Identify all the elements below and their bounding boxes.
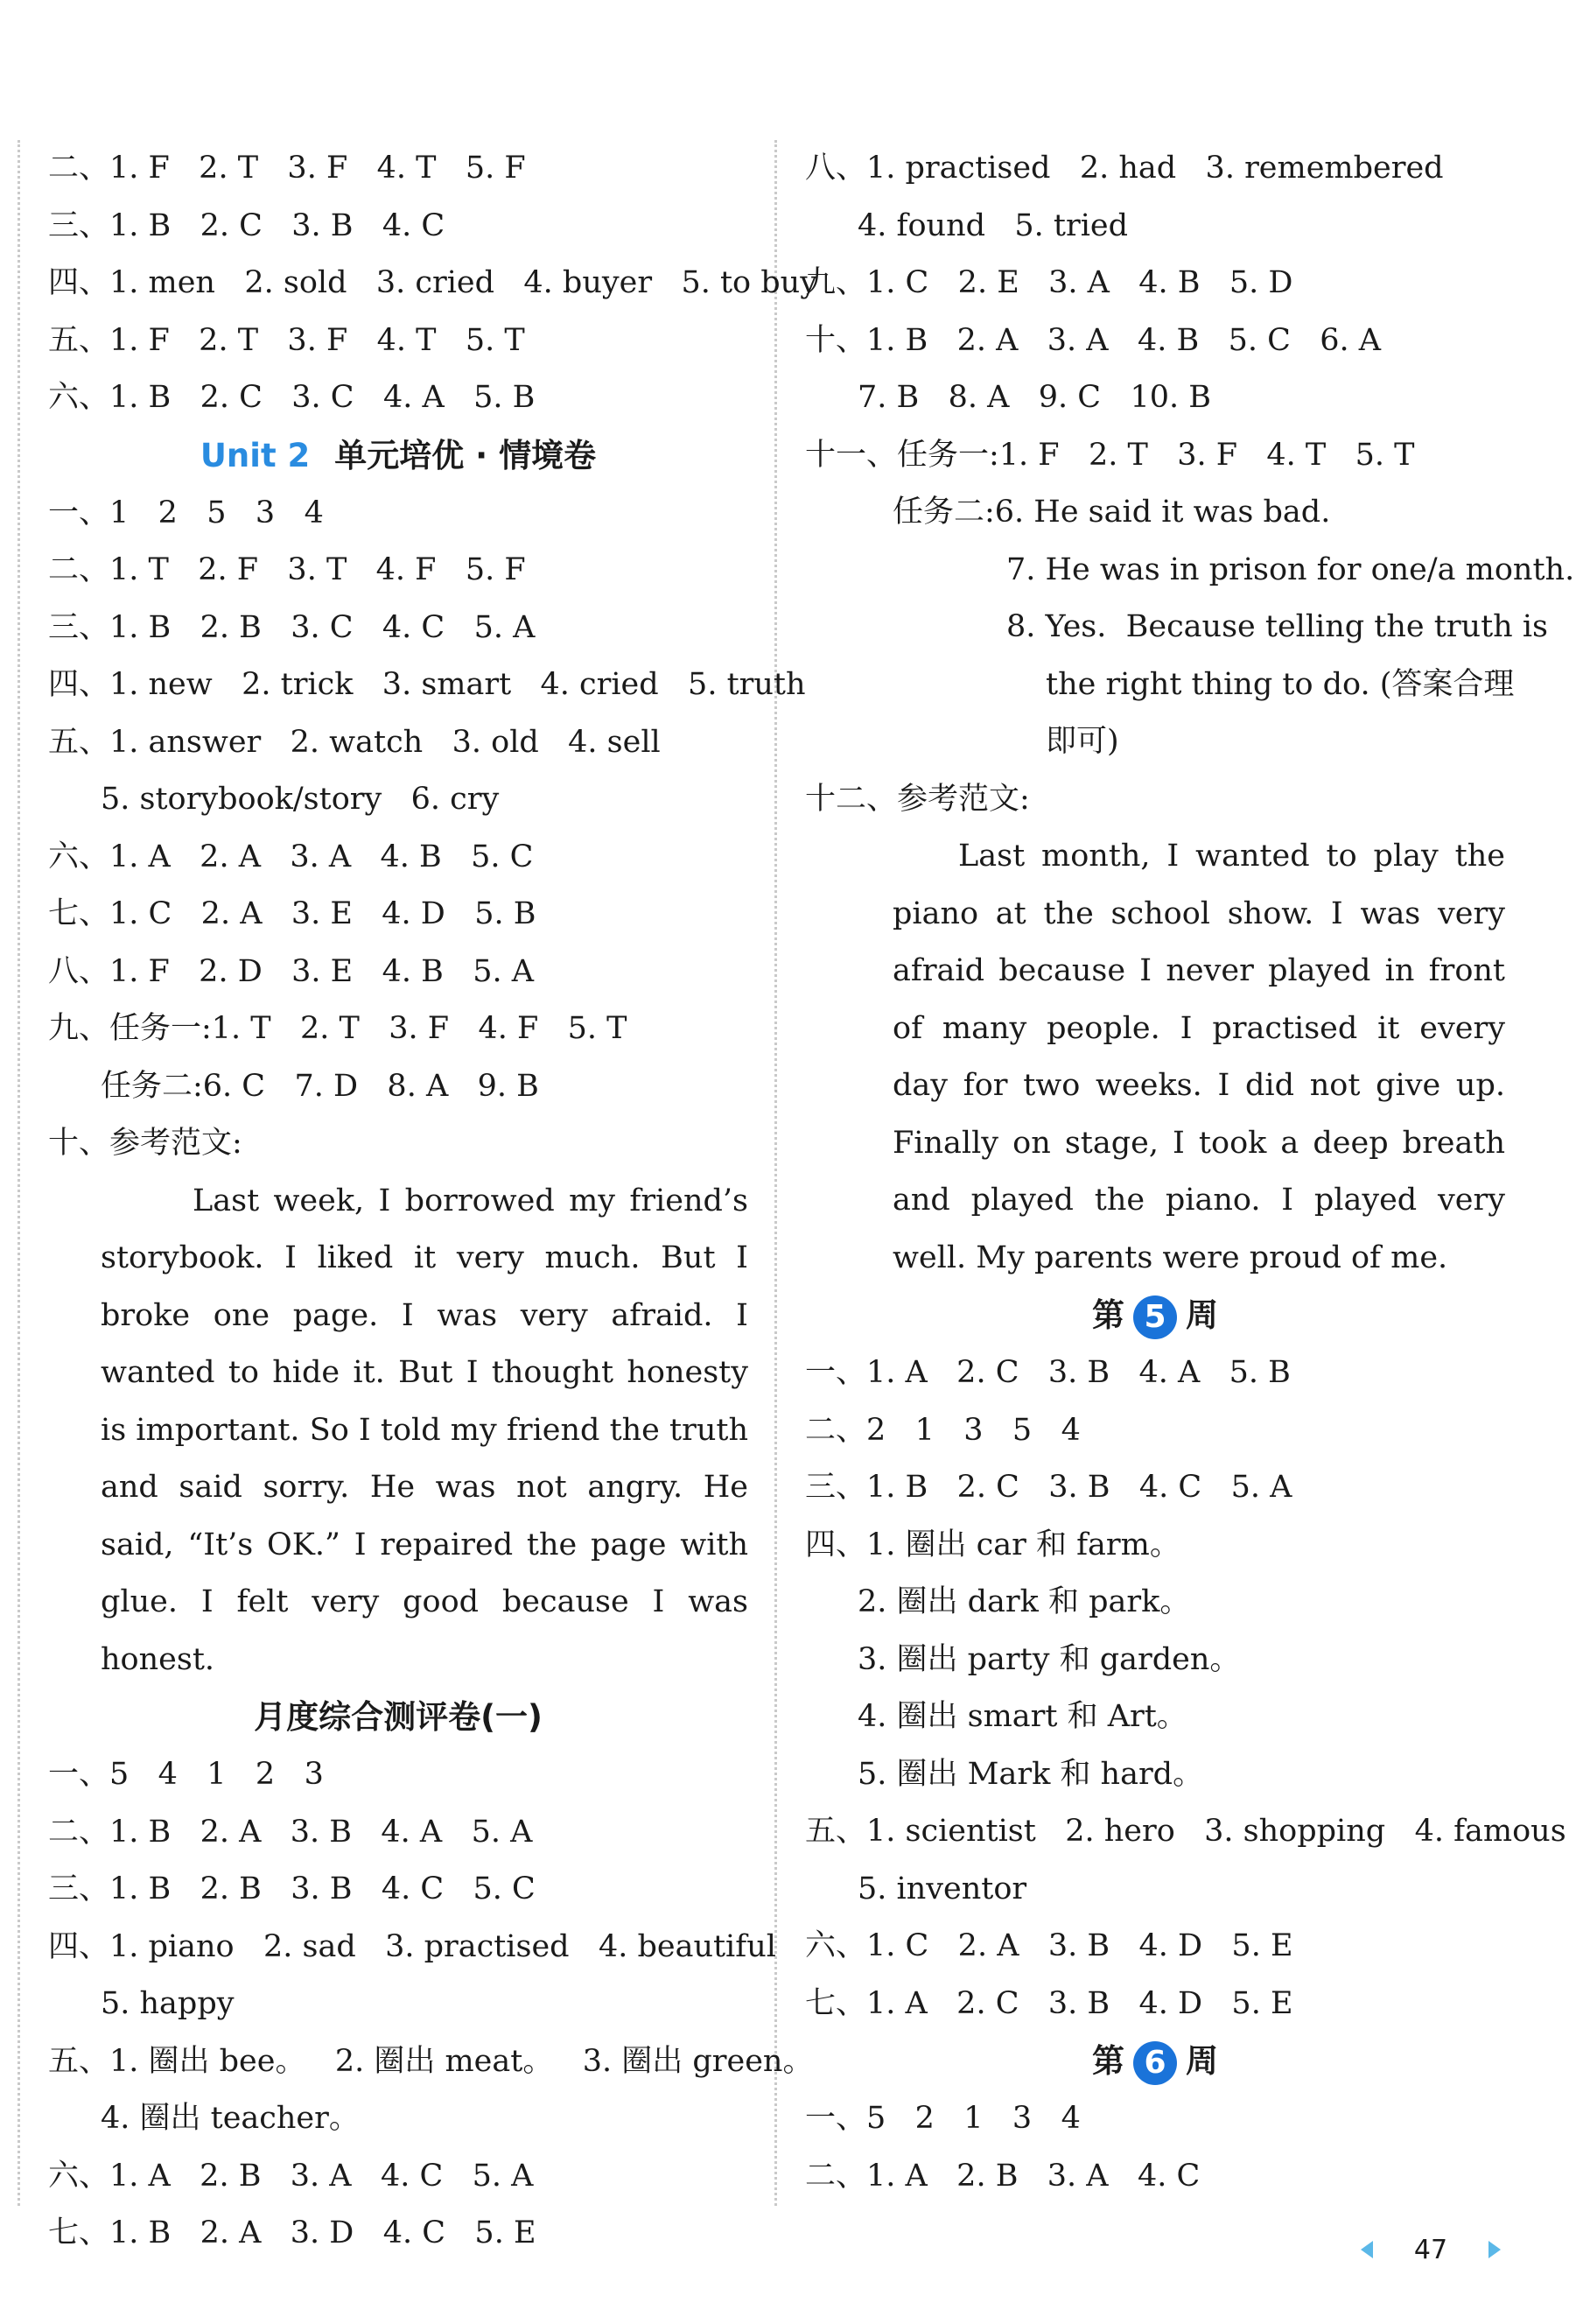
- left-column: [48, 140, 817, 2263]
- answer-line: 七、1. C 2. A 3. E 4. D 5. B: [48, 896, 536, 931]
- answer-line: 一、5 4 1 2 3: [48, 1757, 324, 1792]
- page-footer: [1361, 2228, 1501, 2271]
- answer-line-continued: 8. Yes. Because telling the truth is: [1006, 609, 1548, 644]
- left-dotted-divider: [18, 140, 20, 2206]
- sample-essay: Last month, I wanted to play the piano at the school show. I was very afraid because I never played in front of many people. I practised it every day for two weeks. I did not give up. Finally on stage, I took a deep breath and played the piano. I played very well. My parents were proud of me.: [893, 839, 1505, 1275]
- answer-line: 三、1. B 2. B 3. C 4. C 5. A: [48, 609, 536, 645]
- answer-line-continued: 5. storybook/story 6. cry: [101, 782, 500, 817]
- week-prefix: 第: [1092, 1296, 1124, 1334]
- answer-line: 一、1. A 2. C 3. B 4. A 5. B: [805, 1355, 1291, 1390]
- answer-line: 一、1 2 5 3 4: [48, 495, 324, 530]
- answer-line: 五、1. answer 2. watch 3. old 4. sell: [48, 724, 661, 760]
- week5-heading: [805, 1287, 1505, 1345]
- answer-line: 五、1. F 2. T 3. F 4. T 5. T: [48, 322, 525, 358]
- answer-line: 四、1. piano 2. sad 3. practised 4. beautiful: [48, 1928, 776, 1964]
- week-suffix: 周: [1186, 2042, 1218, 2080]
- answer-line-continued: 5. inventor: [858, 1871, 1027, 1906]
- sample-essay: Last week, I borrowed my friend’s storybook. I liked it very much. But I broke one page. I was very afraid. I wanted to hide it. But I thought honesty is important. So I told my friend the truth and said sorry. He was not angry. He said, “It’s OK.” I repaired the page with glue. I felt very good because I was honest.: [101, 1183, 748, 1677]
- week-number-badge: 5: [1133, 1295, 1177, 1339]
- week-prefix: 第: [1092, 2042, 1124, 2080]
- answer-line: 二、2 1 3 5 4: [805, 1412, 1081, 1448]
- answer-line: 八、1. F 2. D 3. E 4. B 5. A: [48, 953, 534, 989]
- answer-line: 九、任务一:1. T 2. T 3. F 4. F 5. T: [48, 1011, 627, 1046]
- answer-line: 十、1. B 2. A 3. A 4. B 5. C 6. A: [805, 322, 1382, 358]
- answer-line: 四、1. 圈出 car 和 farm。: [805, 1527, 1180, 1562]
- answer-line: 八、1. practised 2. had 3. remembered: [805, 151, 1444, 186]
- answer-line: 六、1. A 2. A 3. A 4. B 5. C: [48, 839, 534, 874]
- answer-line-continued: the right thing to do. (答案合理: [1046, 666, 1515, 702]
- page-number: 47: [1413, 2234, 1448, 2265]
- unit2-heading: [48, 427, 748, 485]
- answer-line-continued: 4. 圈出 smart 和 Art。: [858, 1699, 1187, 1734]
- answer-line: 二、1. B 2. A 3. B 4. A 5. A: [48, 1814, 533, 1850]
- answer-line: 三、1. B 2. B 3. B 4. C 5. C: [48, 1871, 536, 1906]
- answer-line: 七、1. A 2. C 3. B 4. D 5. E: [805, 1985, 1293, 2021]
- answer-line: 九、1. C 2. E 3. A 4. B 5. D: [805, 265, 1293, 300]
- answer-line: 二、1. F 2. T 3. F 4. T 5. F: [48, 151, 526, 186]
- answer-line: 十一、任务一:1. F 2. T 3. F 4. T 5. T: [805, 437, 1415, 473]
- right-column: [805, 140, 1575, 2205]
- answer-line: 六、1. B 2. C 3. C 4. A 5. B: [48, 380, 536, 415]
- answer-line: 二、1. T 2. F 3. T 4. F 5. F: [48, 552, 526, 587]
- answer-line-continued: 4. 圈出 teacher。: [101, 2101, 360, 2136]
- answer-line: 二、1. A 2. B 3. A 4. C: [805, 2158, 1201, 2194]
- answer-line-continued: 7. He was in prison for one/a month.: [1006, 551, 1575, 587]
- essay-label: 十、参考范文:: [48, 1126, 242, 1161]
- unit-label: Unit 2: [200, 436, 311, 474]
- essay-label: 十二、参考范文:: [805, 781, 1030, 817]
- middle-dotted-divider: [774, 140, 777, 2206]
- answer-line-continued: 即可): [1046, 724, 1119, 759]
- answer-line-continued: 3. 圈出 party 和 garden。: [858, 1641, 1241, 1677]
- week-number-badge: 6: [1133, 2041, 1177, 2085]
- answer-line: 六、1. C 2. A 3. B 4. D 5. E: [805, 1928, 1293, 1963]
- answer-line-continued: 任务二:6. He said it was bad.: [893, 495, 1331, 530]
- week-suffix: 周: [1186, 1296, 1218, 1334]
- next-page-arrow-icon[interactable]: [1488, 2241, 1501, 2258]
- previous-page-arrow-icon[interactable]: [1361, 2241, 1373, 2258]
- answer-line-continued: 5. 圈出 Mark 和 hard。: [858, 1756, 1204, 1792]
- answer-line-continued: 任务二:6. C 7. D 8. A 9. B: [101, 1068, 539, 1104]
- answer-line: 一、5 2 1 3 4: [805, 2101, 1081, 2136]
- unit-title: 单元培优 · 情境卷: [334, 436, 597, 474]
- answer-line-continued: 2. 圈出 dark 和 park。: [858, 1584, 1191, 1619]
- answer-line-continued: 4. found 5. tried: [858, 207, 1129, 243]
- monthly-test-heading: 月度综合测评卷(一): [254, 1698, 543, 1736]
- answer-line-continued: 5. happy: [101, 1986, 235, 2021]
- answer-line: 五、1. scientist 2. hero 3. shopping 4. famous: [805, 1814, 1566, 1849]
- answer-line: 三、1. B 2. C 3. B 4. C: [48, 207, 445, 243]
- answer-line: 七、1. B 2. A 3. D 4. C 5. E: [48, 2215, 536, 2250]
- week6-heading: [805, 2033, 1505, 2090]
- answer-line: 四、1. new 2. trick 3. smart 4. cried 5. truth: [48, 667, 806, 702]
- answer-line-continued: 7. B 8. A 9. C 10. B: [858, 380, 1211, 415]
- answer-line: 四、1. men 2. sold 3. cried 4. buyer 5. to buy: [48, 265, 817, 300]
- answer-line: 五、1. 圈出 bee。 2. 圈出 meat。 3. 圈出 green。: [48, 2043, 814, 2079]
- answer-line: 三、1. B 2. C 3. B 4. C 5. A: [805, 1470, 1292, 1505]
- answer-line: 六、1. A 2. B 3. A 4. C 5. A: [48, 2158, 534, 2194]
